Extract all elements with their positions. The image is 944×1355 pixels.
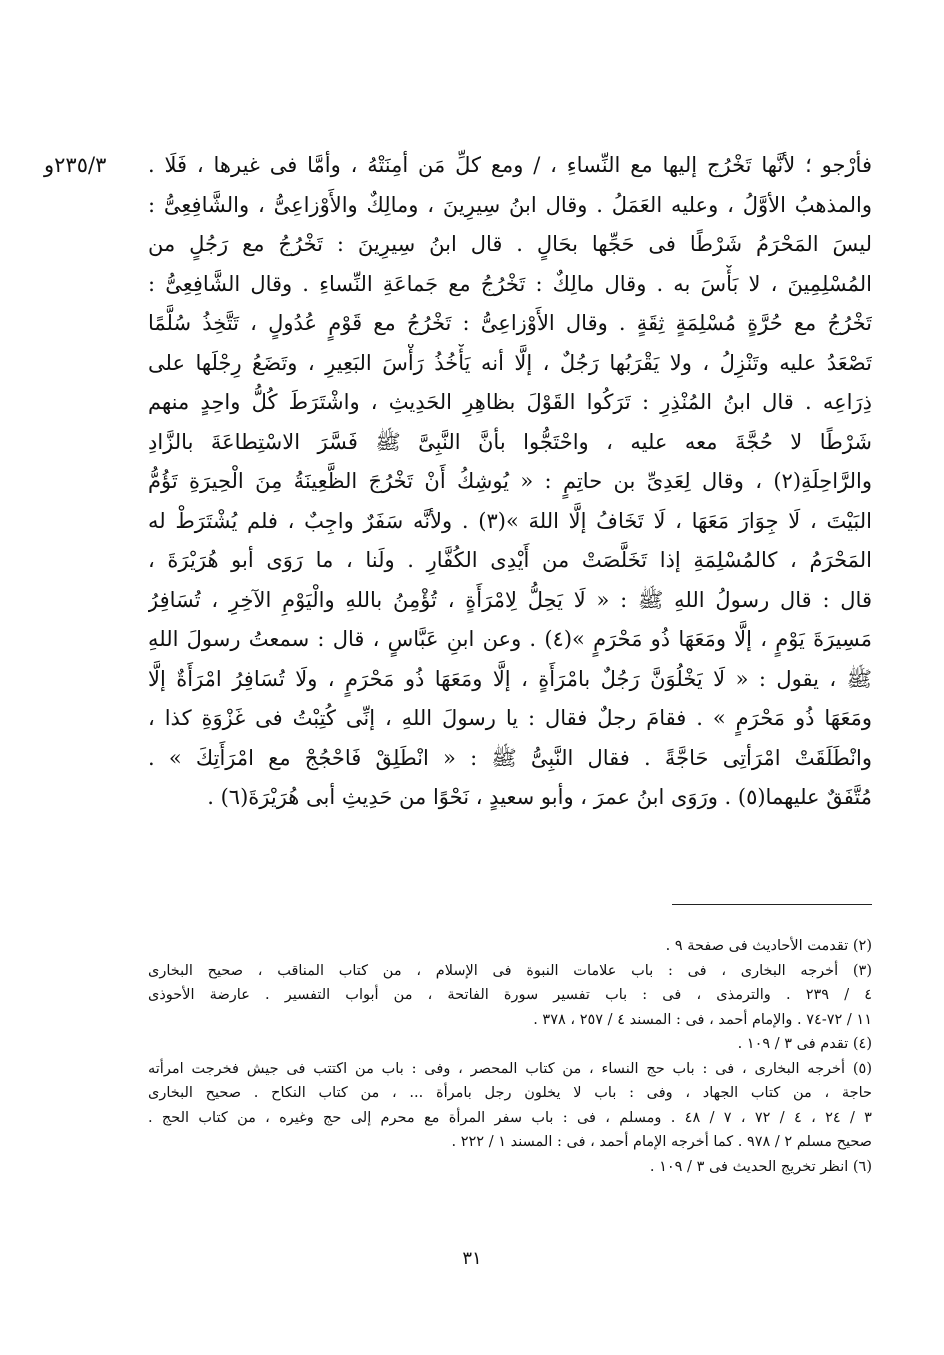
page-number: ٣١ [462,1248,482,1269]
text-line: قال : قال رسولُ اللهِ ﷺ : « لَا يَحِلُّ لِامْرَأَةٍ ، تُؤْمِنُ باللهِ والْيَوْمِ الآخِرِ ، تُسَافِرُ [148,587,872,612]
text-line: تَخْرُجُ مع حُرَّةٍ مُسْلِمَةٍ ثِقَةٍ . وقال الأَوْزاعِىُّ : تَخْرُجُ مع قَوْمٍ عُدُولٍ ، تَتَّخِذُ سُلَّمًا [148,311,872,335]
text-line: البَيْتَ ، لَا جِوَارَ مَعَهَا ، لَا تَخَافُ إلَّا اللهَ »(٣) . ولأنَّه سَفَرٌ واجِبٌ ، فلم يُشْتَرَطْ له [148,508,872,533]
footnote-line: (٢) تقدمت الأحاديث فى صفحة ٩ . [665,938,872,954]
text-line: شَرْطًا لا حُجَّةَ معه عليه ، واحْتَجُّوا بأنَّ النَّبِىَّ ﷺ فَسَّرَ الاسْتِطاعَةَ بالزَّادِ [148,429,872,454]
text-line: ذِرَاعِه . قال ابنُ المُنْذِرِ : تَرَكُوا القَوْلَ بظاهِرِ الحَدِيثِ ، واشْتَرَطَ كُلُّ واحِدٍ منهم [148,390,872,414]
footnote-line: ١١ / ٧٢-٧٤ . والإمام أحمد ، فى : المسند ٤ / ٢٥٧ ، ٣٧٨ . [533,1011,872,1028]
text-line: والرَّاحِلَةِ(٢) ، وقال لِعَدِىِّ بن حاتِمٍ : « يُوشِكُ أَنْ تَخْرُجَ الظَّعِينَةُ مِنَ الْحِيرَةِ تَؤُمُّ [148,469,872,493]
text-line: ﷺ ، يقول : « لَا يَخْلُوَنَّ رَجُلٌ بامْرَأَةٍ ، إلَّا ومَعَهَا ذُو مَحْرَمٍ ، ولَا تُسَافِرُ امْرَأَةٌ إلَّا [148,666,872,691]
footnote-line: (٣) أخرجه البخارى ، فى : باب علامات النبوة فى الإسلام ، من كتاب المناقب ، صحيح البخارى [148,962,872,979]
footnote-line: (٥) أخرجه البخارى ، فى : باب حج النساء ، من كتاب المحصر ، وفى : باب من اكتتب فى جيش فخرجت امرأته [148,1060,872,1077]
footnote-line: صحيح مسلم ٢ / ٩٧٨ . كما أخرجه الإمام أحمد ، فى : المسند ١ / ٢٢٢ . [451,1134,872,1150]
text-line: ليسَ المَحْرَمُ شَرْطًا فى حَجِّها بحَالٍ . قال ابنُ سِيرِينَ : تَخْرُجُ مع رَجُلٍ من [148,232,872,256]
text-line: مَسِيرَةَ يَوْمٍ ، إلَّا ومَعَهَا ذُو مَحْرَمٍ »(٤) . وعن ابنِ عَبَّاسٍ ، قال : سمعتُ رسولَ اللهِ [148,627,872,651]
footnote-line: (٤) تقدم فى ٣ / ١٠٩ . [737,1036,872,1052]
text-line: وانْطَلَقَتْ امْرَأتِى حَاجَّةً . فقال النَّبِىُّ ﷺ : « انْطَلِقْ فَاحْجُجْ مع امْرَأَتِكَ » . [148,745,872,770]
text-line: تَصْعَدُ عليه وتَنْزِلُ ، ولا يَقْرَبُها رَجُلٌ ، إلَّا أنه يَأْخُذُ رَأْسَ البَعِيرِ ، وتَضَعُ رِجْلَها على [148,350,872,375]
text-line: مُتَّفَقٌ عليهما(٥) . ورَوَى ابنُ عمرَ ، وأبو سعيدٍ ، نَحْوًا من حَدِيثِ أبى هُرَيْرَةَ(٦) . [207,785,872,809]
footnote-divider [672,904,872,905]
text-line: والمذهبُ الأوَّلُ ، وعليه العَمَلُ . وقال ابنُ سِيرِينَ ، ومالِكٌ والأَوْزاعِىُّ ، والشَّافِعِىُّ : [148,192,872,217]
text-line: ومَعَهَا ذُو مَحْرَمٍ » . فقامَ رجلٌ فقال : يا رسولَ اللهِ ، إنِّى كُتِبْتُ فى غَزْوَةِ كذا ، [148,706,872,730]
footnote-line: ٣ / ٢٤ ، ٤ / ٧٢ ، ٧ / ٤٨ . ومسلم ، فى : باب سفر المرأة مع محرم إلى حج وغيره ، من كتاب الحج . [148,1109,872,1126]
footnote-line: (٦) انظر تخريج الحديث فى ٣ / ١٠٩ . [649,1158,872,1175]
footnote-line: ٤ / ٢٣٩ . والترمذى ، فى : باب تفسير سورة الفاتحة ، من أبواب التفسير . عارضة الأحوذى [148,987,872,1003]
footnote-line: حاجة ، من كتاب الجهاد ، وفى : باب لا يخلون رجل بامرأة ... ، من كتاب النكاح . صحيح البخارى [148,1085,872,1101]
margin-reference: ٢٣٥/٣و [44,153,107,177]
text-line: المُسْلِمِينَ ، لا بَأْسَ به . وقال مالِكٌ : تَخْرُجُ مع جَماعَةِ النِّساءِ . وقال الشَّافِعِىُّ : [148,271,872,296]
footnotes [148,934,872,1179]
text-line: المَحْرَمُ ، كالمُسْلِمَةِ إذا تَخَلَّصَتْ من أَيْدِى الكُفَّارِ . ولَنا ، ما رَوَى أبو هُرَيْرَةَ ، [148,548,872,572]
main-text [148,146,872,818]
text-line: فأرْجو ؛ لأنَّها تَخْرُج إليها مع النِّساءِ ، / ومع كلِّ مَن أمِنَتْهُ ، وأمَّا فى غيرها ، فَلَا . [148,153,872,177]
